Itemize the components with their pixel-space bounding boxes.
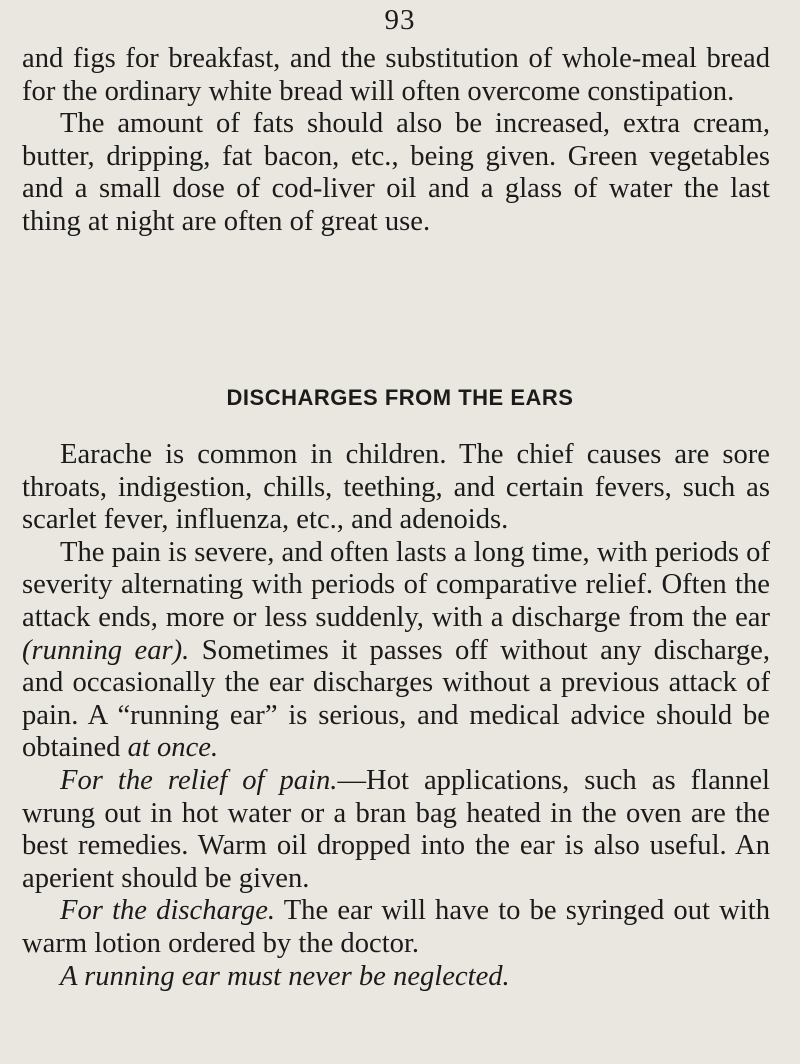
discharge-text: The ear will have to be syringed out with warm lotion ordered by the doctor. — [22, 895, 770, 959]
ears-paragraph-2-text-a: The pain is severe, and often lasts a long time, with periods of severity alternating with periods of comparative relief. Often the attack ends, more or less suddenly, with a discharge from the ear — [22, 536, 770, 633]
final-warning: A running ear must never be neglected. — [60, 960, 510, 992]
ears-paragraph-2-text-b: Sometimes it passes off without any discharge, and occasionally the ear discharges without a previous attack of pain. A “running ear” is serious, and medical advice should be obtained — [22, 634, 770, 764]
ears-paragraph-2 — [22, 537, 770, 765]
ears-paragraph-1: Earache is common in children. The chief causes are sore throats, indigestion, chills, teething, and certain fevers, such as scarlet fever, influenza, etc., and adenoids. — [22, 439, 770, 536]
page-number: 93 — [384, 4, 416, 36]
discharge-label: For the discharge. — [60, 895, 276, 927]
discharge-paragraph — [22, 895, 770, 960]
relief-label: For the relief of pain. — [60, 764, 338, 796]
relief-paragraph — [22, 765, 770, 895]
running-ear-term: (running ear). — [22, 634, 190, 666]
intro-text-block — [22, 43, 770, 239]
intro-paragraph-1: and figs for breakfast, and the substitution of whole-meal bread for the ordinary white bread will often overcome constipation. — [22, 43, 770, 107]
section-heading: DISCHARGES FROM THE EARS — [226, 385, 574, 410]
relief-text: —Hot applications, such as flannel wrung out in hot water or a bran bag heated in the oven are the best remedies. Warm oil dropped into the ear is also useful. An aperient should be given. — [22, 764, 770, 894]
ears-text-block — [22, 439, 770, 993]
intro-paragraph-2: The amount of fats should also be increased, extra cream, butter, dripping, fat bacon, etc., being given. Green vegetables and a small dose of cod-liver oil and a glass of water the last thing at night are often of great use. — [22, 108, 770, 237]
at-once-term: at once. — [127, 732, 219, 764]
